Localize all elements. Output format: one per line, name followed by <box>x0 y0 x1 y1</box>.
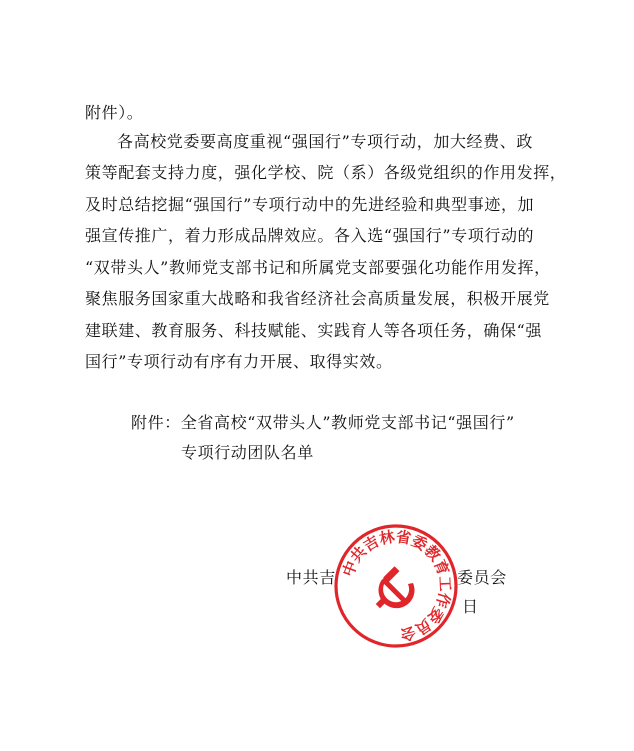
signature-org-left: 中共吉 <box>286 568 336 587</box>
paragraph-line-9: 国行”专项行动有序有力开展、取得实效。 <box>85 352 393 371</box>
attachment-line-1: 附件：全省高校“双带头人”教师党支部书记“强国行” <box>131 413 515 432</box>
official-seal <box>333 523 459 649</box>
paragraph-line-3: 策等配套支持力度，强化学校、院（系）各级党组织的作用发挥， <box>85 163 567 182</box>
paragraph-line-5: 强宣传推广，着力形成品牌效应。各入选“强国行”专项行动的 <box>85 226 535 245</box>
hammer-sickle-icon <box>376 566 415 608</box>
attachment-line-2: 专项行动团队名单 <box>181 443 314 462</box>
paragraph-line-7: 聚焦服务国家重大战略和我省经济社会高质量发展，积极开展党 <box>85 289 550 308</box>
signature-date: 日 <box>462 597 479 616</box>
paragraph-line-2: 各高校党委要高度重视“强国行”专项行动，加大经费、政 <box>117 132 533 151</box>
paragraph-line-6: “双带头人”教师党支部书记和所属党支部要强化功能作用发挥， <box>85 258 551 277</box>
paragraph-line-4: 及时总结挖掘“强国行”专项行动中的先进经验和典型事迹，加 <box>85 195 535 214</box>
seal-text: 中共吉林省委教育工作委员会 <box>339 527 455 645</box>
signature-org-right: 委员会 <box>457 568 507 587</box>
paragraph-line-8: 建联建、教育服务、科技赋能、实践育人等各项任务，确保“强 <box>85 321 542 340</box>
paragraph-line-1: 附件）。 <box>85 103 144 122</box>
